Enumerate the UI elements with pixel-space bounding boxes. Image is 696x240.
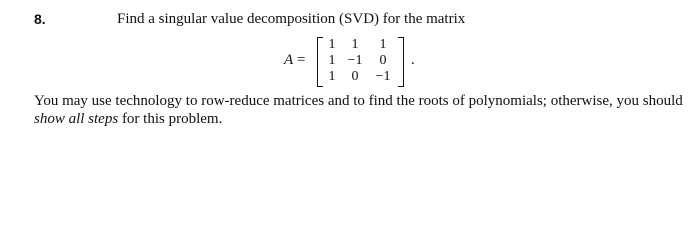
matrix-cell-r2c2: −1: [375, 69, 391, 84]
matrix-lhs: [284, 52, 305, 69]
question-number: 8.: [34, 11, 46, 27]
instructions-emphasis: show all steps: [34, 111, 119, 127]
instructions-rest: for this problem.: [118, 111, 223, 127]
matrix-cell-r0c2: 1: [379, 37, 387, 52]
right-bracket: [398, 37, 404, 87]
matrix-name: A: [284, 52, 294, 68]
matrix-equation: [284, 35, 424, 87]
matrix-cell-r2c1: 0: [351, 69, 359, 84]
instructions-line-1: You may use technology to row-reduce matrices and to find the roots of polynomials; otherwise, you should: [34, 93, 683, 109]
sentence-period: .: [411, 52, 415, 68]
matrix-cell-r0c1: 1: [351, 37, 359, 52]
matrix-cell-r0c0: 1: [328, 37, 336, 52]
instructions-line-2: [34, 111, 222, 128]
equals-sign: =: [296, 52, 306, 68]
matrix-cell-r2c0: 1: [328, 69, 336, 84]
matrix-cell-r1c0: 1: [328, 53, 336, 68]
matrix-cell-r1c2: 0: [379, 53, 387, 68]
matrix-cell-r1c1: −1: [347, 53, 363, 68]
question-prompt: Find a singular value decomposition (SVD) for the matrix: [117, 11, 466, 27]
